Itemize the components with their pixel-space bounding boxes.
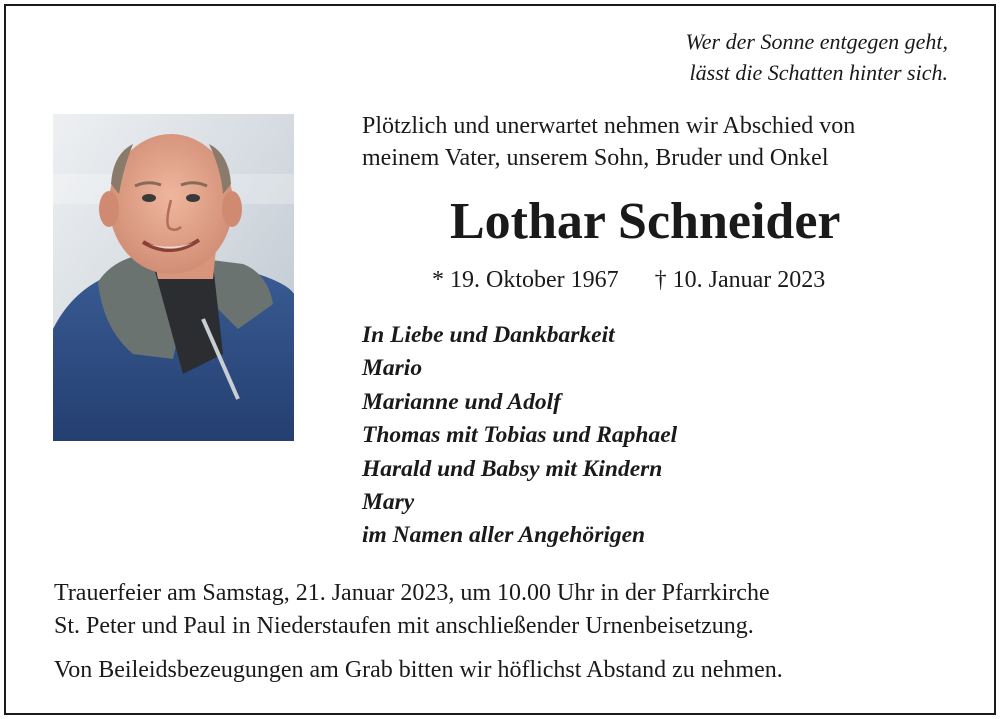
condolence-request: Von Beileidsbezeugungen am Grab bitten wir höflichst Abstand zu nehmen. <box>54 657 783 683</box>
death-date: † 10. Januar 2023 <box>654 267 826 293</box>
portrait-photo <box>53 114 294 441</box>
deceased-name-block <box>362 190 962 254</box>
funeral-line-1: Trauerfeier am Samstag, 21. Januar 2023, um 10.00 Uhr in der Pfarrkirche <box>54 580 770 606</box>
mourners-list <box>362 319 677 553</box>
motto-line-2: lässt die Schatten hinter sich. <box>689 60 948 85</box>
funeral-line-2: St. Peter und Paul in Niederstaufen mit anschließender Urnenbeisetzung. <box>54 613 754 639</box>
motto-line-1: Wer der Sonne entgegen geht, <box>685 29 948 54</box>
portrait-illustration <box>53 114 294 441</box>
motto-quote <box>685 26 948 88</box>
mourners-line: Mario <box>362 355 423 382</box>
mourners-line: Thomas mit Tobias und Raphael <box>362 422 678 449</box>
intro-line-2: meinem Vater, unserem Sohn, Bruder und Onkel <box>362 145 829 171</box>
birth-date: * 19. Oktober 1967 <box>432 267 619 293</box>
mourners-line: Harald und Babsy mit Kindern <box>362 455 663 482</box>
intro-text <box>362 110 855 174</box>
mourners-line: In Liebe und Dankbarkeit <box>362 322 615 348</box>
intro-line-1: Plötzlich und unerwartet nehmen wir Abschied von <box>362 113 856 139</box>
mourners-line: Marianne und Adolf <box>362 388 561 415</box>
life-dates <box>432 264 825 296</box>
funeral-details <box>54 577 770 643</box>
mourners-line: Mary <box>362 488 415 515</box>
mourners-line: im Namen aller Angehörigen <box>362 522 646 549</box>
deceased-name: Lothar Schneider <box>450 193 841 250</box>
